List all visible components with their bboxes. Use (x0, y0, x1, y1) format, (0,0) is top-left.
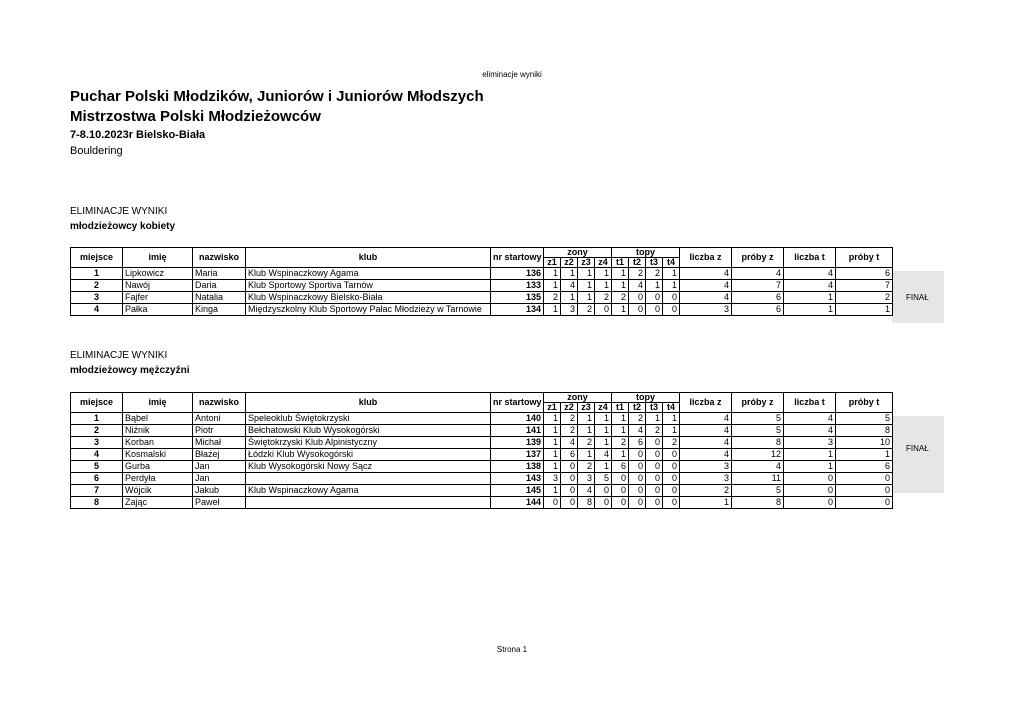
top-attempt: 4 (629, 280, 646, 292)
club: Klub Sportowy Sportiva Tarnów (246, 280, 491, 292)
zone-attempts: 5 (732, 425, 784, 437)
top-attempt: 0 (646, 473, 663, 485)
col-header-place: miejsce (71, 248, 123, 268)
top-attempt: 2 (663, 437, 680, 449)
first-name: Pałka (123, 304, 193, 316)
col-header-t3: t3 (646, 258, 663, 268)
top-attempt: 6 (612, 461, 629, 473)
zone-attempts: 5 (732, 485, 784, 497)
start-number: 137 (491, 449, 544, 461)
top-attempt: 0 (629, 461, 646, 473)
col-header-tops: topy (612, 248, 680, 258)
top-attempt: 0 (612, 485, 629, 497)
top-attempts: 5 (836, 413, 893, 425)
zone-attempts: 8 (732, 497, 784, 509)
top-attempt: 1 (663, 280, 680, 292)
zone-attempt: 2 (578, 437, 595, 449)
zone-attempt: 1 (578, 280, 595, 292)
table-row (71, 413, 893, 425)
top-attempt: 0 (646, 497, 663, 509)
zone-count: 4 (680, 437, 732, 449)
col-header-z4: z4 (595, 258, 612, 268)
start-number: 133 (491, 280, 544, 292)
top-count: 1 (784, 461, 836, 473)
first-name: Niźnik (123, 425, 193, 437)
table-row (71, 437, 893, 449)
start-number: 139 (491, 437, 544, 449)
zone-attempt: 2 (578, 461, 595, 473)
top-attempt: 1 (646, 413, 663, 425)
top-attempt: 0 (629, 473, 646, 485)
col-header-t3: t3 (646, 403, 663, 413)
zone-attempt: 2 (561, 425, 578, 437)
col-header-z2: z2 (561, 258, 578, 268)
start-number: 134 (491, 304, 544, 316)
page-footer: Strona 1 (496, 645, 528, 654)
zone-attempt: 1 (595, 437, 612, 449)
header-row (71, 248, 893, 258)
zone-attempt: 1 (544, 304, 561, 316)
club: Klub Wspinaczkowy Agama (246, 485, 491, 497)
zone-attempt: 1 (595, 425, 612, 437)
top-attempt: 0 (663, 497, 680, 509)
top-attempt: 0 (646, 485, 663, 497)
zone-attempt: 1 (544, 413, 561, 425)
top-attempts: 7 (836, 280, 893, 292)
zone-attempt: 1 (578, 425, 595, 437)
zone-attempt: 0 (544, 497, 561, 509)
zone-attempt: 1 (595, 268, 612, 280)
zone-attempt: 1 (544, 461, 561, 473)
zone-attempt: 1 (544, 280, 561, 292)
col-header-top-attempts: próby t (836, 248, 893, 268)
zone-attempt: 6 (561, 449, 578, 461)
zone-attempt: 1 (595, 413, 612, 425)
place: 3 (71, 292, 123, 304)
top-attempt: 0 (629, 304, 646, 316)
col-header-zone-count: liczba z (680, 393, 732, 413)
table-row (71, 461, 893, 473)
final-highlight (892, 416, 944, 493)
first-name: Lipkowicz (123, 268, 193, 280)
top-attempt: 1 (612, 304, 629, 316)
top-attempts: 1 (836, 449, 893, 461)
top-attempt: 2 (612, 437, 629, 449)
top-attempt: 0 (663, 461, 680, 473)
table-row (71, 425, 893, 437)
table-row (71, 473, 893, 485)
last-name: Jan (193, 461, 246, 473)
top-attempts: 10 (836, 437, 893, 449)
place: 6 (71, 473, 123, 485)
zone-attempt: 1 (561, 292, 578, 304)
top-count: 0 (784, 485, 836, 497)
last-name: Kinga (193, 304, 246, 316)
top-attempt: 1 (612, 449, 629, 461)
top-count: 1 (784, 304, 836, 316)
top-attempt: 0 (663, 485, 680, 497)
start-number: 138 (491, 461, 544, 473)
top-attempt: 4 (629, 425, 646, 437)
place: 1 (71, 413, 123, 425)
zone-count: 2 (680, 485, 732, 497)
zone-attempts: 8 (732, 437, 784, 449)
place: 2 (71, 425, 123, 437)
final-label-women: FINAŁ (906, 293, 929, 302)
last-name: Daria (193, 280, 246, 292)
top-attempt: 1 (663, 268, 680, 280)
col-header-zones: zony (544, 248, 612, 258)
last-name: Jan (193, 473, 246, 485)
place: 5 (71, 461, 123, 473)
zone-attempts: 11 (732, 473, 784, 485)
zone-attempt: 1 (578, 449, 595, 461)
section-title-women: ELIMINACJE WYNIKI (70, 206, 168, 217)
zone-attempt: 4 (595, 449, 612, 461)
place: 8 (71, 497, 123, 509)
col-header-zone-attempts: próby z (732, 248, 784, 268)
top-attempts: 2 (836, 292, 893, 304)
col-header-t2: t2 (629, 258, 646, 268)
col-header-zone-attempts: próby z (732, 393, 784, 413)
zone-attempt: 2 (544, 292, 561, 304)
top-attempt: 1 (612, 280, 629, 292)
zone-attempt: 1 (578, 292, 595, 304)
zone-attempt: 1 (595, 461, 612, 473)
zone-attempt: 3 (544, 473, 561, 485)
zone-count: 3 (680, 461, 732, 473)
results-table-women (70, 247, 893, 316)
club: Klub Wspinaczkowy Bielsko-Biała (246, 292, 491, 304)
club: Świętokrzyski Klub Alpinistyczny (246, 437, 491, 449)
top-attempt: 0 (646, 304, 663, 316)
table-row (71, 497, 893, 509)
zone-attempt: 4 (578, 485, 595, 497)
zone-count: 4 (680, 268, 732, 280)
start-number: 135 (491, 292, 544, 304)
col-header-t1: t1 (612, 403, 629, 413)
zone-attempt: 0 (561, 473, 578, 485)
zone-attempt: 4 (561, 280, 578, 292)
zone-attempt: 4 (561, 437, 578, 449)
first-name: Kosmalski (123, 449, 193, 461)
top-count: 1 (784, 449, 836, 461)
zone-attempt: 1 (544, 485, 561, 497)
top-attempts: 8 (836, 425, 893, 437)
top-count: 4 (784, 425, 836, 437)
col-header-z1: z1 (544, 403, 561, 413)
zone-attempt: 1 (595, 280, 612, 292)
zone-count: 1 (680, 497, 732, 509)
zone-attempts: 4 (732, 461, 784, 473)
zone-attempt: 0 (561, 497, 578, 509)
top-attempt: 1 (612, 268, 629, 280)
zone-count: 4 (680, 425, 732, 437)
zone-count: 3 (680, 473, 732, 485)
zone-attempt: 8 (578, 497, 595, 509)
top-attempt: 0 (629, 497, 646, 509)
category-women: młodzieżowcy kobiety (70, 221, 176, 232)
top-attempt: 0 (646, 461, 663, 473)
club: Międzyszkolny Klub Sportowy Pałac Młodzieży w Tarnowie (246, 304, 491, 316)
col-header-t4: t4 (663, 403, 680, 413)
top-attempt: 0 (663, 292, 680, 304)
first-name: Perdyła (123, 473, 193, 485)
top-attempt: 2 (629, 413, 646, 425)
zone-count: 4 (680, 292, 732, 304)
club: Klub Wspinaczkowy Agama (246, 268, 491, 280)
col-header-z3: z3 (578, 258, 595, 268)
top-attempts: 6 (836, 268, 893, 280)
top-attempts: 1 (836, 304, 893, 316)
col-header-top-attempts: próby t (836, 393, 893, 413)
place: 7 (71, 485, 123, 497)
top-attempt: 0 (663, 473, 680, 485)
title-line1: Puchar Polski Młodzików, Juniorów i Juniorów Młodszych (70, 88, 484, 105)
col-header-place: miejsce (71, 393, 123, 413)
top-attempt: 0 (663, 449, 680, 461)
col-header-zone-count: liczba z (680, 248, 732, 268)
top-attempt: 0 (612, 473, 629, 485)
club (246, 497, 491, 509)
zone-attempt: 1 (561, 268, 578, 280)
table-row (71, 268, 893, 280)
first-name: Gurba (123, 461, 193, 473)
table-row (71, 292, 893, 304)
top-attempt: 6 (629, 437, 646, 449)
start-number: 143 (491, 473, 544, 485)
col-header-last: nazwisko (193, 248, 246, 268)
section-title-men: ELIMINACJE WYNIKI (70, 350, 168, 361)
place: 3 (71, 437, 123, 449)
col-header-club: klub (246, 248, 491, 268)
club: Klub Wysokogórski Nowy Sącz (246, 461, 491, 473)
col-header-top-count: liczba t (784, 393, 836, 413)
zone-attempts: 6 (732, 292, 784, 304)
start-number: 140 (491, 413, 544, 425)
top-attempt: 1 (612, 413, 629, 425)
col-header-z4: z4 (595, 403, 612, 413)
col-header-z1: z1 (544, 258, 561, 268)
zone-attempt: 3 (561, 304, 578, 316)
top-count: 4 (784, 268, 836, 280)
club: Bełchatowski Klub Wysokogórski (246, 425, 491, 437)
first-name: Zając (123, 497, 193, 509)
col-header-z2: z2 (561, 403, 578, 413)
zone-attempt: 0 (561, 485, 578, 497)
top-attempt: 0 (646, 449, 663, 461)
zone-attempts: 12 (732, 449, 784, 461)
club: Łódzki Klub Wysokogórski (246, 449, 491, 461)
zone-attempt: 1 (544, 268, 561, 280)
first-name: Korban (123, 437, 193, 449)
zone-attempt: 1 (544, 449, 561, 461)
zone-attempt: 2 (578, 304, 595, 316)
zone-attempts: 5 (732, 413, 784, 425)
last-name: Maria (193, 268, 246, 280)
table-row (71, 304, 893, 316)
last-name: Piotr (193, 425, 246, 437)
date-place: 7-8.10.2023r Bielsko-Biała (70, 129, 206, 141)
table-row (71, 485, 893, 497)
zone-attempt: 0 (595, 304, 612, 316)
top-attempt: 0 (646, 437, 663, 449)
last-name: Jakub (193, 485, 246, 497)
top-attempt: 2 (612, 292, 629, 304)
top-attempt: 1 (646, 280, 663, 292)
top-count: 0 (784, 473, 836, 485)
top-count: 4 (784, 280, 836, 292)
first-name: Bąbel (123, 413, 193, 425)
top-attempt: 2 (629, 268, 646, 280)
top-attempt: 2 (646, 268, 663, 280)
zone-attempts: 4 (732, 268, 784, 280)
col-header-last: nazwisko (193, 393, 246, 413)
zone-count: 4 (680, 413, 732, 425)
top-count: 1 (784, 292, 836, 304)
col-header-tops: topy (612, 393, 680, 403)
top-attempt: 0 (629, 485, 646, 497)
top-count: 4 (784, 413, 836, 425)
zone-attempt: 2 (561, 413, 578, 425)
col-header-t4: t4 (663, 258, 680, 268)
top-attempt: 0 (629, 449, 646, 461)
col-header-t1: t1 (612, 258, 629, 268)
top-attempt: 1 (663, 425, 680, 437)
last-name: Antoni (193, 413, 246, 425)
zone-count: 4 (680, 280, 732, 292)
start-number: 145 (491, 485, 544, 497)
place: 1 (71, 268, 123, 280)
zone-count: 4 (680, 449, 732, 461)
club: Speleoklub Świętokrzyski (246, 413, 491, 425)
top-attempt: 2 (646, 425, 663, 437)
col-header-club: klub (246, 393, 491, 413)
top-attempt: 1 (663, 413, 680, 425)
col-header-first: imię (123, 393, 193, 413)
zone-attempts: 7 (732, 280, 784, 292)
col-header-t2: t2 (629, 403, 646, 413)
top-attempts: 0 (836, 497, 893, 509)
col-header-zones: zony (544, 393, 612, 403)
first-name: Nawój (123, 280, 193, 292)
results-table-men (70, 392, 893, 509)
header-row (71, 393, 893, 403)
zone-attempt: 1 (544, 425, 561, 437)
col-header-nr: nr startowy (491, 248, 544, 268)
zone-attempt: 0 (561, 461, 578, 473)
top-attempts: 0 (836, 473, 893, 485)
col-header-first: imię (123, 248, 193, 268)
zone-attempt: 1 (578, 413, 595, 425)
last-name: Paweł (193, 497, 246, 509)
start-number: 141 (491, 425, 544, 437)
first-name: Fajfer (123, 292, 193, 304)
top-attempt: 0 (629, 292, 646, 304)
zone-attempt: 1 (578, 268, 595, 280)
first-name: Wójcik (123, 485, 193, 497)
zone-attempt: 3 (578, 473, 595, 485)
category-men: młodzieżowcy mężczyźni (70, 365, 190, 376)
col-header-nr: nr startowy (491, 393, 544, 413)
last-name: Michał (193, 437, 246, 449)
last-name: Błażej (193, 449, 246, 461)
top-attempt: 0 (612, 497, 629, 509)
table-row (71, 280, 893, 292)
zone-attempt: 2 (595, 292, 612, 304)
top-attempts: 6 (836, 461, 893, 473)
place: 4 (71, 449, 123, 461)
place: 2 (71, 280, 123, 292)
top-attempt: 0 (663, 304, 680, 316)
zone-attempt: 1 (544, 437, 561, 449)
place: 4 (71, 304, 123, 316)
zone-attempt: 0 (595, 497, 612, 509)
last-name: Natalia (193, 292, 246, 304)
discipline: Bouldering (70, 145, 123, 157)
page-header: eliminacje wyniki (482, 70, 542, 79)
top-count: 3 (784, 437, 836, 449)
club (246, 473, 491, 485)
zone-count: 3 (680, 304, 732, 316)
top-count: 0 (784, 497, 836, 509)
start-number: 144 (491, 497, 544, 509)
top-attempt: 1 (612, 425, 629, 437)
col-header-z3: z3 (578, 403, 595, 413)
col-header-top-count: liczba t (784, 248, 836, 268)
final-label-men: FINAŁ (906, 444, 929, 453)
top-attempts: 0 (836, 485, 893, 497)
start-number: 136 (491, 268, 544, 280)
title-line2: Mistrzostwa Polski Młodzieżowców (70, 108, 321, 125)
zone-attempt: 5 (595, 473, 612, 485)
zone-attempt: 0 (595, 485, 612, 497)
zone-attempts: 6 (732, 304, 784, 316)
top-attempt: 0 (646, 292, 663, 304)
table-row (71, 449, 893, 461)
